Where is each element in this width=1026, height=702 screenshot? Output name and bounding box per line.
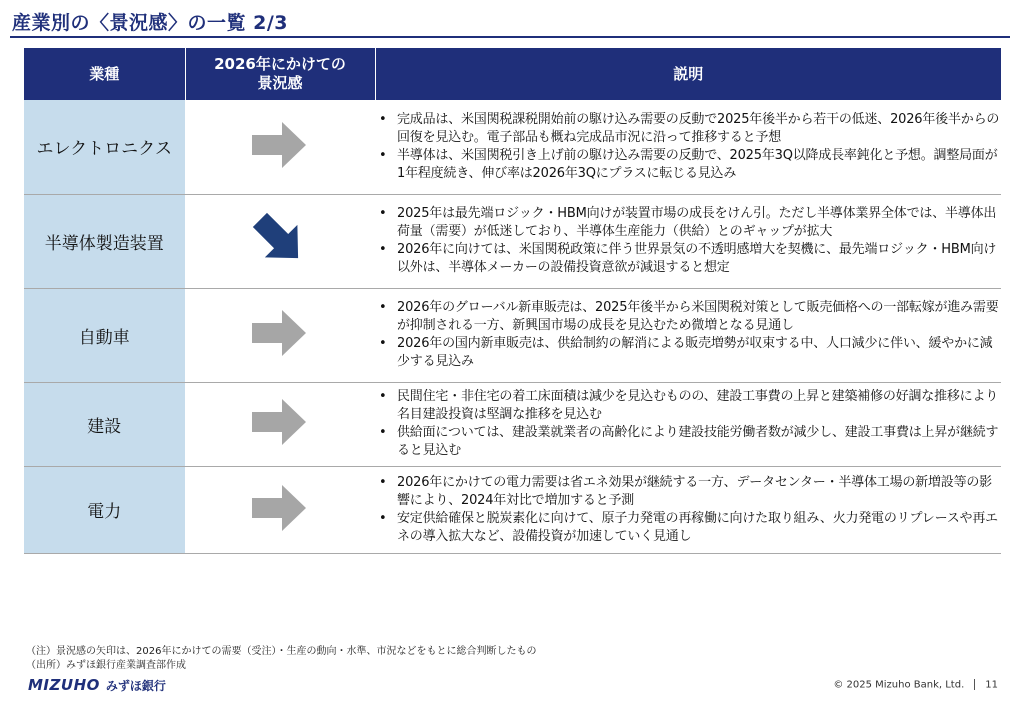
industry-outlook-table xyxy=(24,48,1001,554)
title-divider xyxy=(10,36,1010,38)
copyright-text: © 2025 Mizuho Bank, Ltd. xyxy=(833,679,965,691)
industry-cell xyxy=(24,194,185,288)
description-bullet: • 供給面については、建設業就業者の高齢化により建設技能労働者数が減少し、建設工事費は上昇が継続すると見込む xyxy=(375,424,1001,460)
header-outlook xyxy=(185,48,375,100)
table-row xyxy=(24,288,1001,382)
outlook-cell xyxy=(185,466,375,553)
description-bullet: • 2026年に向けては、米国関税政策に伴う世界景気の不透明感増大を契機に、最先端ロジック・HBM向け以外は、半導体メーカーの設備投資意欲が減退すると想定 xyxy=(375,241,1001,277)
description-list xyxy=(375,111,1001,183)
description-bullet: • 民間住宅・非住宅の着工床面積は減少を見込むものの、建設工事費の上昇と建築補修の好調な推移により名目建設投資は堅調な推移を見込む xyxy=(375,388,1001,424)
industry-cell xyxy=(24,382,185,466)
outlook-cell xyxy=(185,100,375,194)
description-bullet: • 2026年の国内新車販売は、供給制約の解消による販売増勢が収束する中、人口減少に伴い、緩やかに減少する見込み xyxy=(375,335,1001,371)
arrow-right-icon xyxy=(248,395,312,449)
header-outlook-label: 2026年にかけての 景況感 xyxy=(214,55,346,92)
description-cell xyxy=(375,288,1001,382)
logo-text: みずほ銀行 xyxy=(105,678,166,693)
description-bullet: • 2026年にかけての電力需要は省エネ効果が継続する一方、データセンター・半導体工場の新増設等の影響により、2024年対比で増加すると予測 xyxy=(375,474,1001,510)
outlook-cell xyxy=(185,194,375,288)
page-title: 産業別の〈景況感〉の一覧 2/3 xyxy=(12,12,288,34)
table-row xyxy=(24,382,1001,466)
description-cell xyxy=(375,100,1001,194)
footnote-note: （注）景況感の矢印は、2026年にかけての需要（受注）・生産の動向・水準、市況などをもとに総合判断したもの xyxy=(26,646,537,657)
arrow-shape xyxy=(252,122,306,168)
description-bullet: • 半導体は、米国関税引き上げ前の駆け込み需要の反動で、2025年3Q以降成長率鈍化と予想。調整局面が1年程度続き、伸び率は2026年3Qにプラスに転じる見込み xyxy=(375,147,1001,183)
description-list xyxy=(375,474,1001,546)
footer-copyright xyxy=(833,679,998,691)
industry-cell xyxy=(24,288,185,382)
description-bullet: • 2025年は最先端ロジック・HBM向けが装置市場の成長をけん引。ただし半導体業界全体では、半導体出荷量（需要）が低迷しており、半導体生産能力（供給）とのギャップが拡大 xyxy=(375,205,1001,241)
outlook-cell xyxy=(185,382,375,466)
arrow-shape xyxy=(252,485,306,531)
industry-cell xyxy=(24,466,185,553)
header-description: 説明 xyxy=(375,48,1001,100)
table-header-row xyxy=(24,48,1001,100)
description-cell xyxy=(375,466,1001,553)
industry-name: 半導体製造装置 xyxy=(44,233,164,254)
description-list xyxy=(375,205,1001,277)
description-cell xyxy=(375,194,1001,288)
industry-name: 建設 xyxy=(87,416,122,437)
footer-separator xyxy=(974,679,975,690)
arrow-right-icon xyxy=(248,481,312,535)
arrow-right-icon xyxy=(248,118,312,172)
arrow-shape xyxy=(248,212,312,266)
arrow-shape xyxy=(252,399,306,445)
description-cell xyxy=(375,382,1001,466)
footnote-source: （出所）みずほ銀行産業調査部作成 xyxy=(26,660,186,671)
outlook-cell xyxy=(185,288,375,382)
table-row xyxy=(24,100,1001,194)
arrow-right-icon xyxy=(248,306,312,360)
page-number: 11 xyxy=(985,679,998,691)
table-row xyxy=(24,194,1001,288)
description-bullet: • 完成品は、米国関税課税開始前の駆け込み需要の反動で2025年後半から若干の低迷、2026年後半からの回復を見込む。電子部品も概ね完成品市況に沿って推移すると予想 xyxy=(375,111,1001,147)
logo-mark: MIZUHO xyxy=(28,676,100,694)
header-industry: 業種 xyxy=(24,48,185,100)
arrow-shape xyxy=(252,310,306,356)
industry-name: エレクトロニクス xyxy=(36,139,172,160)
mizuho-logo xyxy=(28,676,166,694)
industry-name: 自動車 xyxy=(78,327,130,348)
description-bullet: • 2026年のグローバル新車販売は、2025年後半から米国関税対策として販売価格への一部転嫁が進み需要が抑制される一方、新興国市場の成長を見込むため微増となる見通し xyxy=(375,299,1001,335)
description-list xyxy=(375,299,1001,371)
industry-cell xyxy=(24,100,185,194)
description-list xyxy=(375,388,1001,460)
description-bullet: • 安定供給確保と脱炭素化に向けて、原子力発電の再稼働に向けた取り組み、火力発電のリプレースや再エネの導入拡大など、設備投資が加速していく見通し xyxy=(375,510,1001,546)
industry-name: 電力 xyxy=(87,502,122,522)
arrow-down-right-icon xyxy=(248,212,312,266)
table-row xyxy=(24,466,1001,553)
